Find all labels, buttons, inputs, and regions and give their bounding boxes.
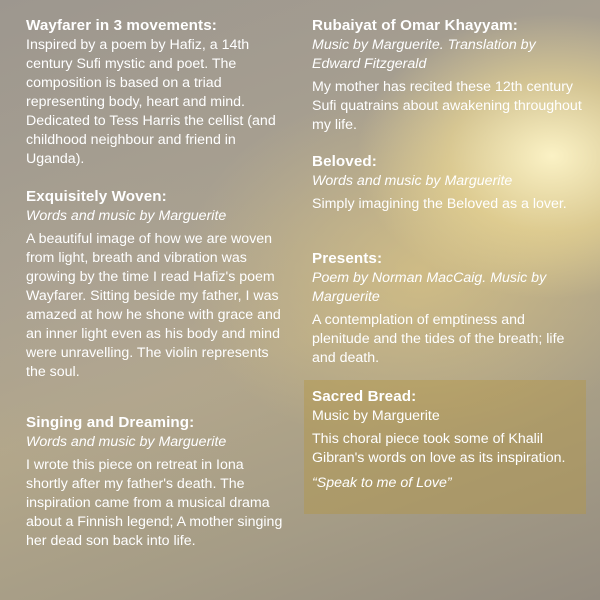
- section-title: Presents:: [312, 250, 383, 267]
- section-credit: Words and music by Marguerite: [26, 434, 227, 450]
- section-body: Inspired by a poem by Hafiz, a 14th century Sufi mystic and poet. The composition is based on a triad representing body, heart and mind. Dedicated to Tess Harris the cellist (and childhood neighbour and friend in Uganda).: [26, 37, 276, 167]
- section-rubaiyat: [312, 16, 582, 135]
- quote: “Speak to me of Love”: [312, 475, 452, 491]
- section-exquisitely-woven: [26, 187, 288, 382]
- section-body: My mother has recited these 12th century Sufi quatrains about awakening throughout my life.: [312, 79, 582, 133]
- section-body: I wrote this piece on retreat in Iona shortly after my father's death. The inspiration came from a musical drama about a Finnish legend; A mother singing her dead son back into life.: [26, 457, 283, 549]
- section-presents: [312, 249, 582, 368]
- section-credit: Music by Marguerite: [312, 408, 440, 424]
- section-title: Beloved:: [312, 153, 377, 170]
- section-body: Simply imagining the Beloved as a lover.: [312, 196, 567, 212]
- section-body: A contemplation of emptiness and plenitude and the tides of the breath; life and death.: [312, 312, 565, 366]
- section-body: A beautiful image of how we are woven from light, breath and vibration was growing by the time I read Hafiz's poem Wayfarer. Sitting beside my father, I was amazed at how he shone with grace and an inner light even as his body and mind were unravelling. The violin represents the soul.: [26, 231, 281, 380]
- section-credit: Music by Marguerite. Translation by Edward Fitzgerald: [312, 37, 536, 72]
- section-sacred-bread: [312, 387, 580, 493]
- section-title: Wayfarer in 3 movements:: [26, 17, 217, 34]
- section-title: Singing and Dreaming:: [26, 414, 195, 431]
- section-credit: Words and music by Marguerite: [26, 208, 227, 224]
- section-credit: Poem by Norman MacCaig. Music by Marguerite: [312, 270, 547, 305]
- sacred-bread-panel: [304, 380, 586, 514]
- section-singing-and-dreaming: [26, 413, 288, 551]
- section-beloved: [312, 152, 582, 214]
- section-body: This choral piece took some of Khalil Gibran's words on love as its inspiration.: [312, 431, 566, 466]
- section-credit: Words and music by Marguerite: [312, 173, 513, 189]
- section-title: Rubaiyat of Omar Khayyam:: [312, 17, 518, 34]
- section-wayfarer: [26, 16, 288, 169]
- section-title: Exquisitely Woven:: [26, 188, 167, 205]
- section-title: Sacred Bread:: [312, 388, 417, 405]
